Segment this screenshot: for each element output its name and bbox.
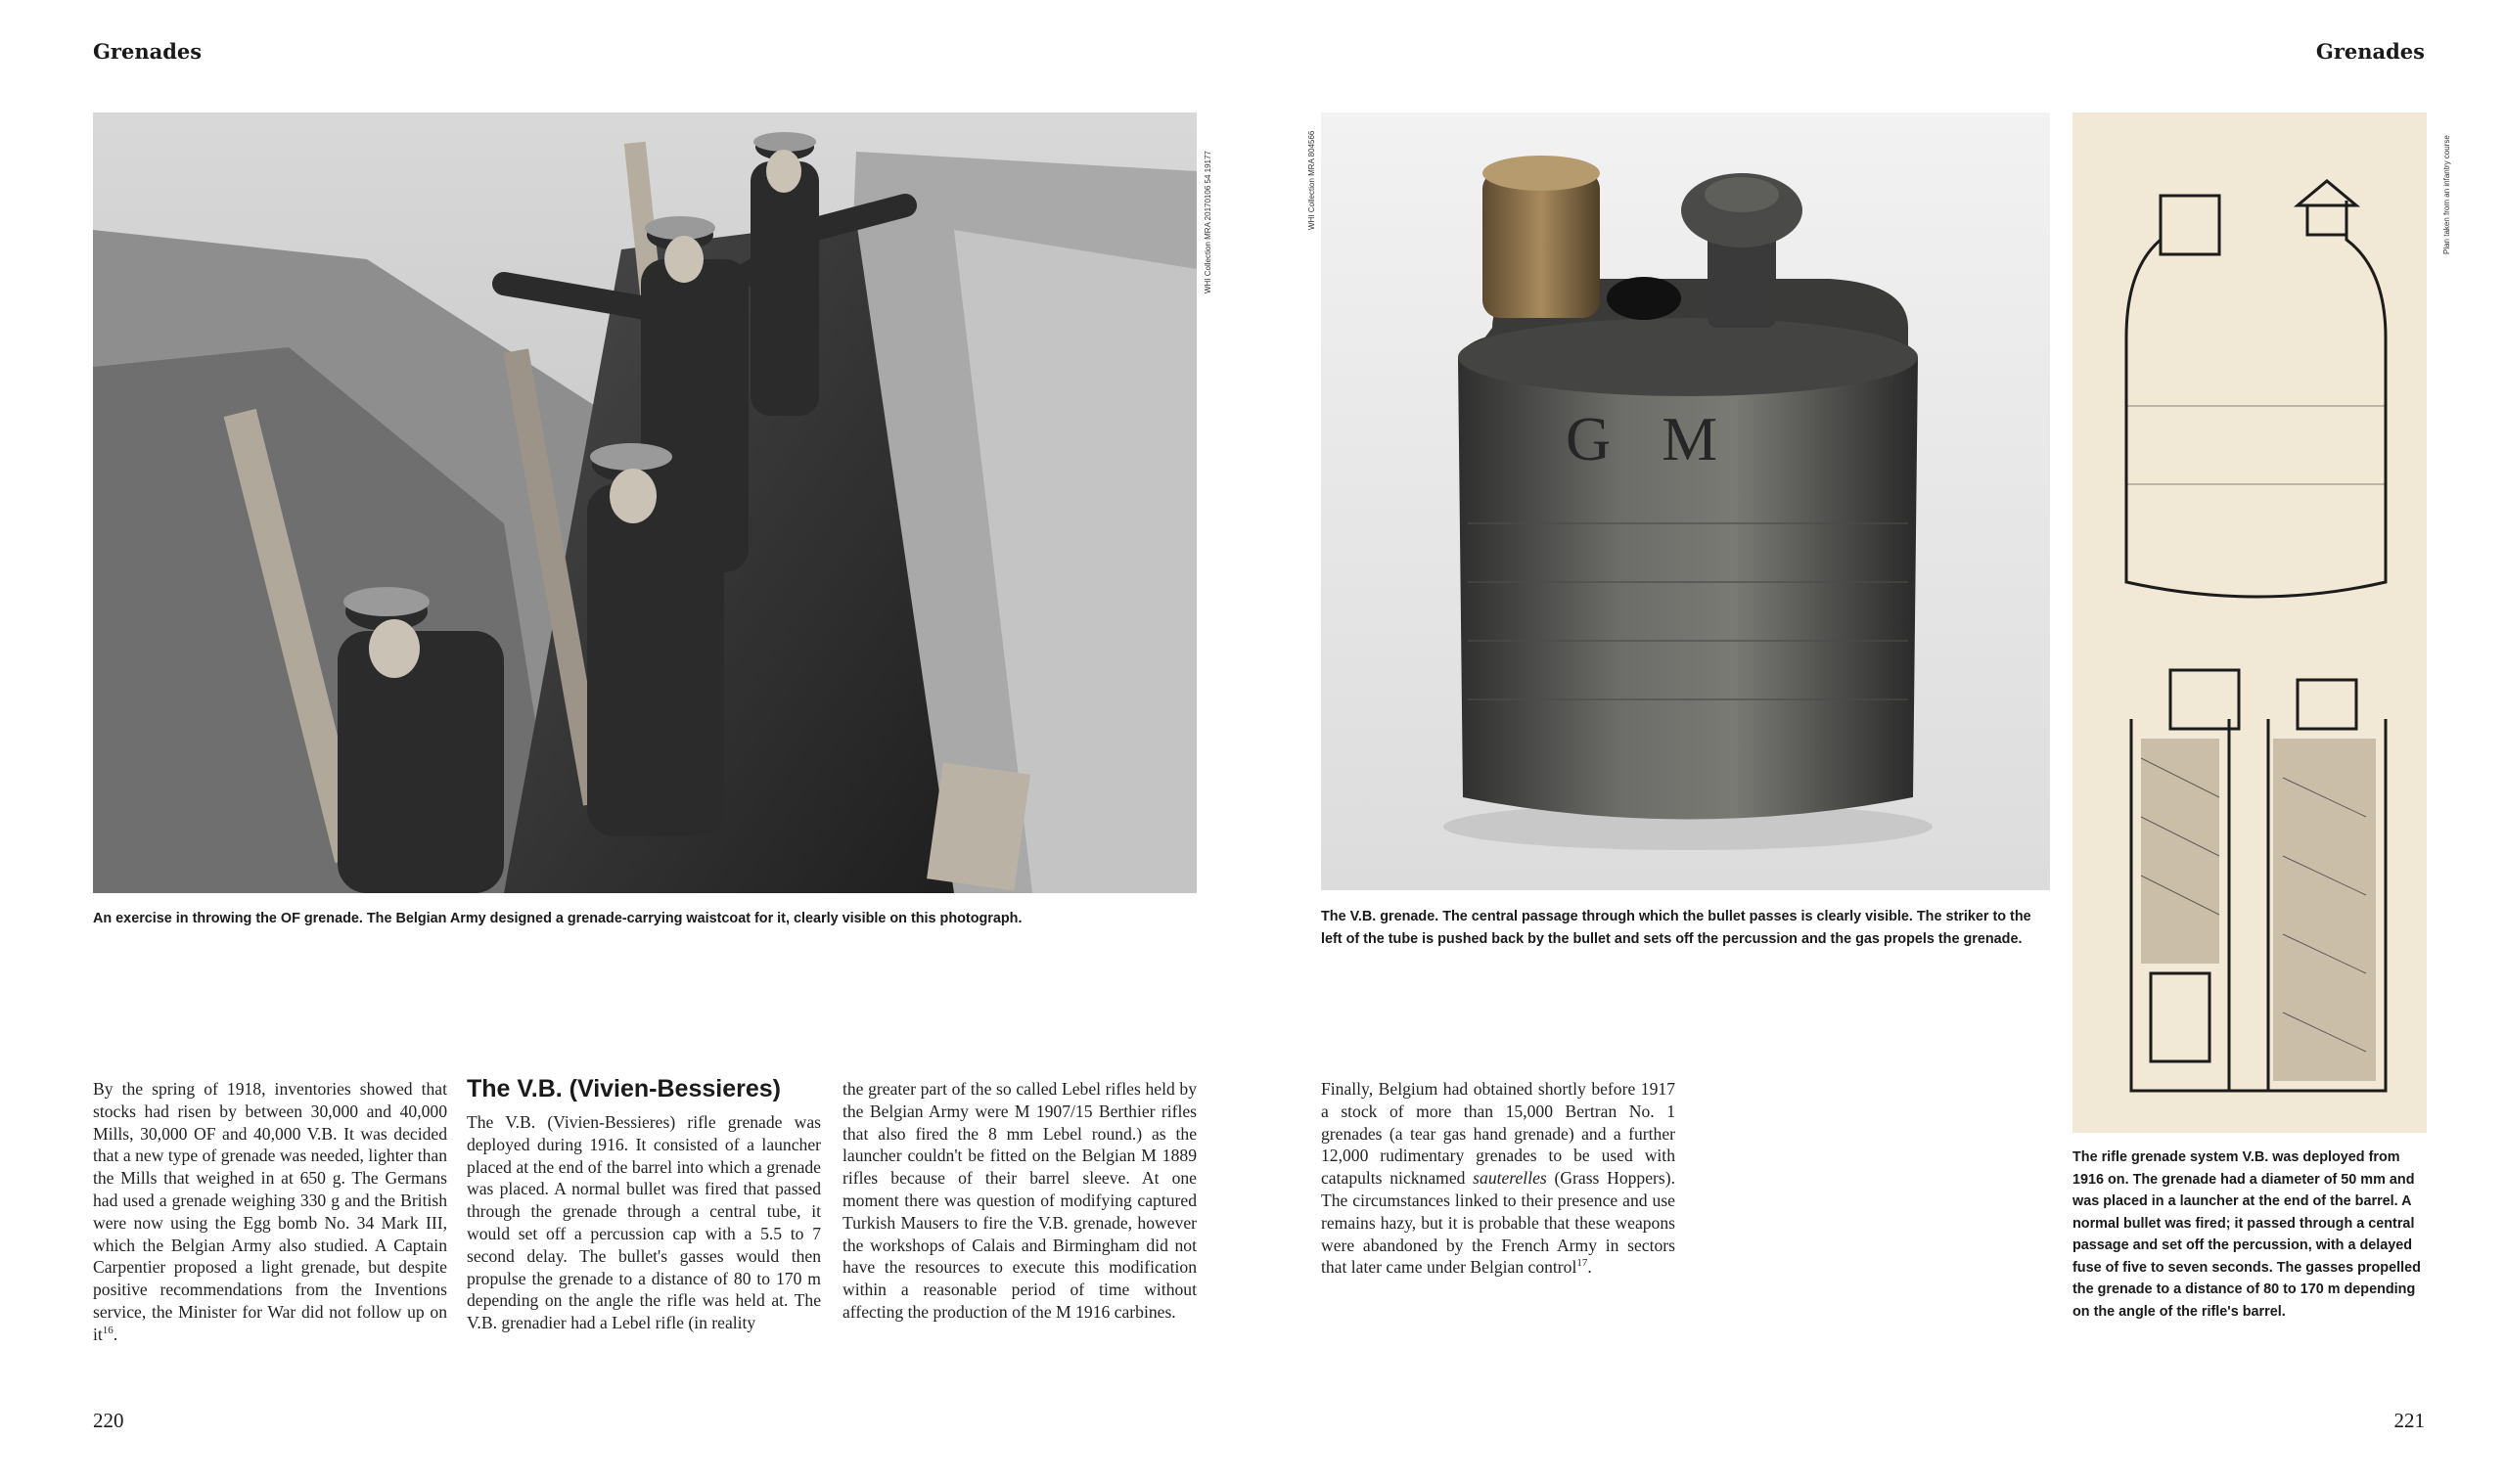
left-column-2-text: The V.B. (Vivien-Bessieres) rifle grenade was deployed during 1916. It consisted of a launcher placed at the end of the barrel into which a grenade was placed. A normal bullet was fired that passed through the grenade through a central tube, it would set off a percussion cap with a 5.5 to 7 second delay. The bullet's gasses would then propulse the grenade to a distance of 80 to 170 m depending on the angle the rifle was held at. The V.B. grenadier had a Lebel rifle (in reality [467, 1112, 821, 1333]
artifact-photo-credit: WHI Collection MRA 804566 [1307, 130, 1316, 230]
vb-technical-drawing [2072, 112, 2427, 1133]
left-page-number: 220 [93, 1409, 124, 1432]
right-column [1321, 1078, 1675, 1279]
left-column-3-text: the greater part of the so called Lebel rifles held by the Belgian Army were M 1907/15 Berthier rifles that also fired the 8 mm Lebel round.) as the launcher couldn't be fitted on the Belgian M 1889 rifles because of their barrel sleeve. At one moment there was question of modifying captured Turkish Mausers to fire the V.B. grenade, however the workshops of Calais and Birmingham did not have the resources to execute this modification within a reasonable period of time without affecting the production of the M 1916 carbines. [843, 1079, 1197, 1322]
left-photo-caption: An exercise in throwing the OF grenade. The Belgian Army designed a grenade-carrying waistcoat for it, clearly visible on this photograph. [93, 911, 1023, 926]
left-column-3 [843, 1078, 1197, 1324]
right-page-number: 221 [2393, 1409, 2425, 1432]
left-column-1 [93, 1078, 447, 1346]
right-running-head: Grenades [2315, 39, 2425, 64]
artifact-stamp: G M [1566, 404, 1736, 473]
footnote-17: 17 [1576, 1257, 1588, 1270]
left-column-1-text: By the spring of 1918, inventories showed that stocks had risen by between 30,000 and 40,000 Mills, 30,000 OF and 40,000 V.B. It was decided that a new type of grenade was needed, lighter than the Mills that weighed in at 650 g. The Germans had used a grenade weighing 330 g and the British were now using the Egg bomb No. 34 Mark III, which the Belgian Army also studied. A Captain Carpentier proposed a light grenade, but despite positive recommendations from the Inventions service, the Minister for War did not follow up on it [93, 1079, 447, 1344]
right-column-text-cont: (Grass Hoppers). The circumstances linked to their presence and use remains hazy, but it is probable that these weapons were abandoned by the French Army in sectors that later came under Belgian control [1321, 1168, 1675, 1278]
drawing-credit: Plan taken from an infantry course [2442, 135, 2451, 254]
section-heading: The V.B. (Vivien-Bessieres) [467, 1075, 781, 1102]
left-column-2 [467, 1074, 821, 1334]
right-column-end: . [1587, 1257, 1592, 1278]
drawing-caption: The rifle grenade system V.B. was deployed from 1916 on. The grenade had a diameter of 50 mm and was placed in a launcher at the end of the barrel. A normal bullet was fired; it passed through a central passage and set off the percussion, with a delayed fuse of five to seven seconds. The gasses propelled the grenade to a distance of 80 to 170 m depending on the angle of the rifle's barrel. [2072, 1149, 2421, 1320]
right-column-italic: sauterelles [1473, 1168, 1547, 1189]
artifact-caption: The V.B. grenade. The central passage through which the bullet passes is clearly visible. The striker to the left of the tube is pushed back by the bullet and sets off the percussion and the gas propels the grenade. [1321, 909, 2031, 947]
left-column-1-end: . [113, 1324, 118, 1344]
right-column-text: Finally, Belgium had obtained shortly before 1917 a stock of more than 15,000 Bertran No. 1 grenades (a tear gas hand grenade) and a further 12,000 rudimentary grenades to be used with catapults nicknamed [1321, 1079, 1675, 1189]
trench-photo [93, 112, 1197, 893]
left-photo-credit: WHI Collection MRA 20170106 54 19177 [1204, 151, 1212, 293]
left-running-head: Grenades [93, 39, 203, 64]
vb-grenade-photo [1321, 112, 2050, 890]
footnote-16: 16 [102, 1324, 114, 1336]
